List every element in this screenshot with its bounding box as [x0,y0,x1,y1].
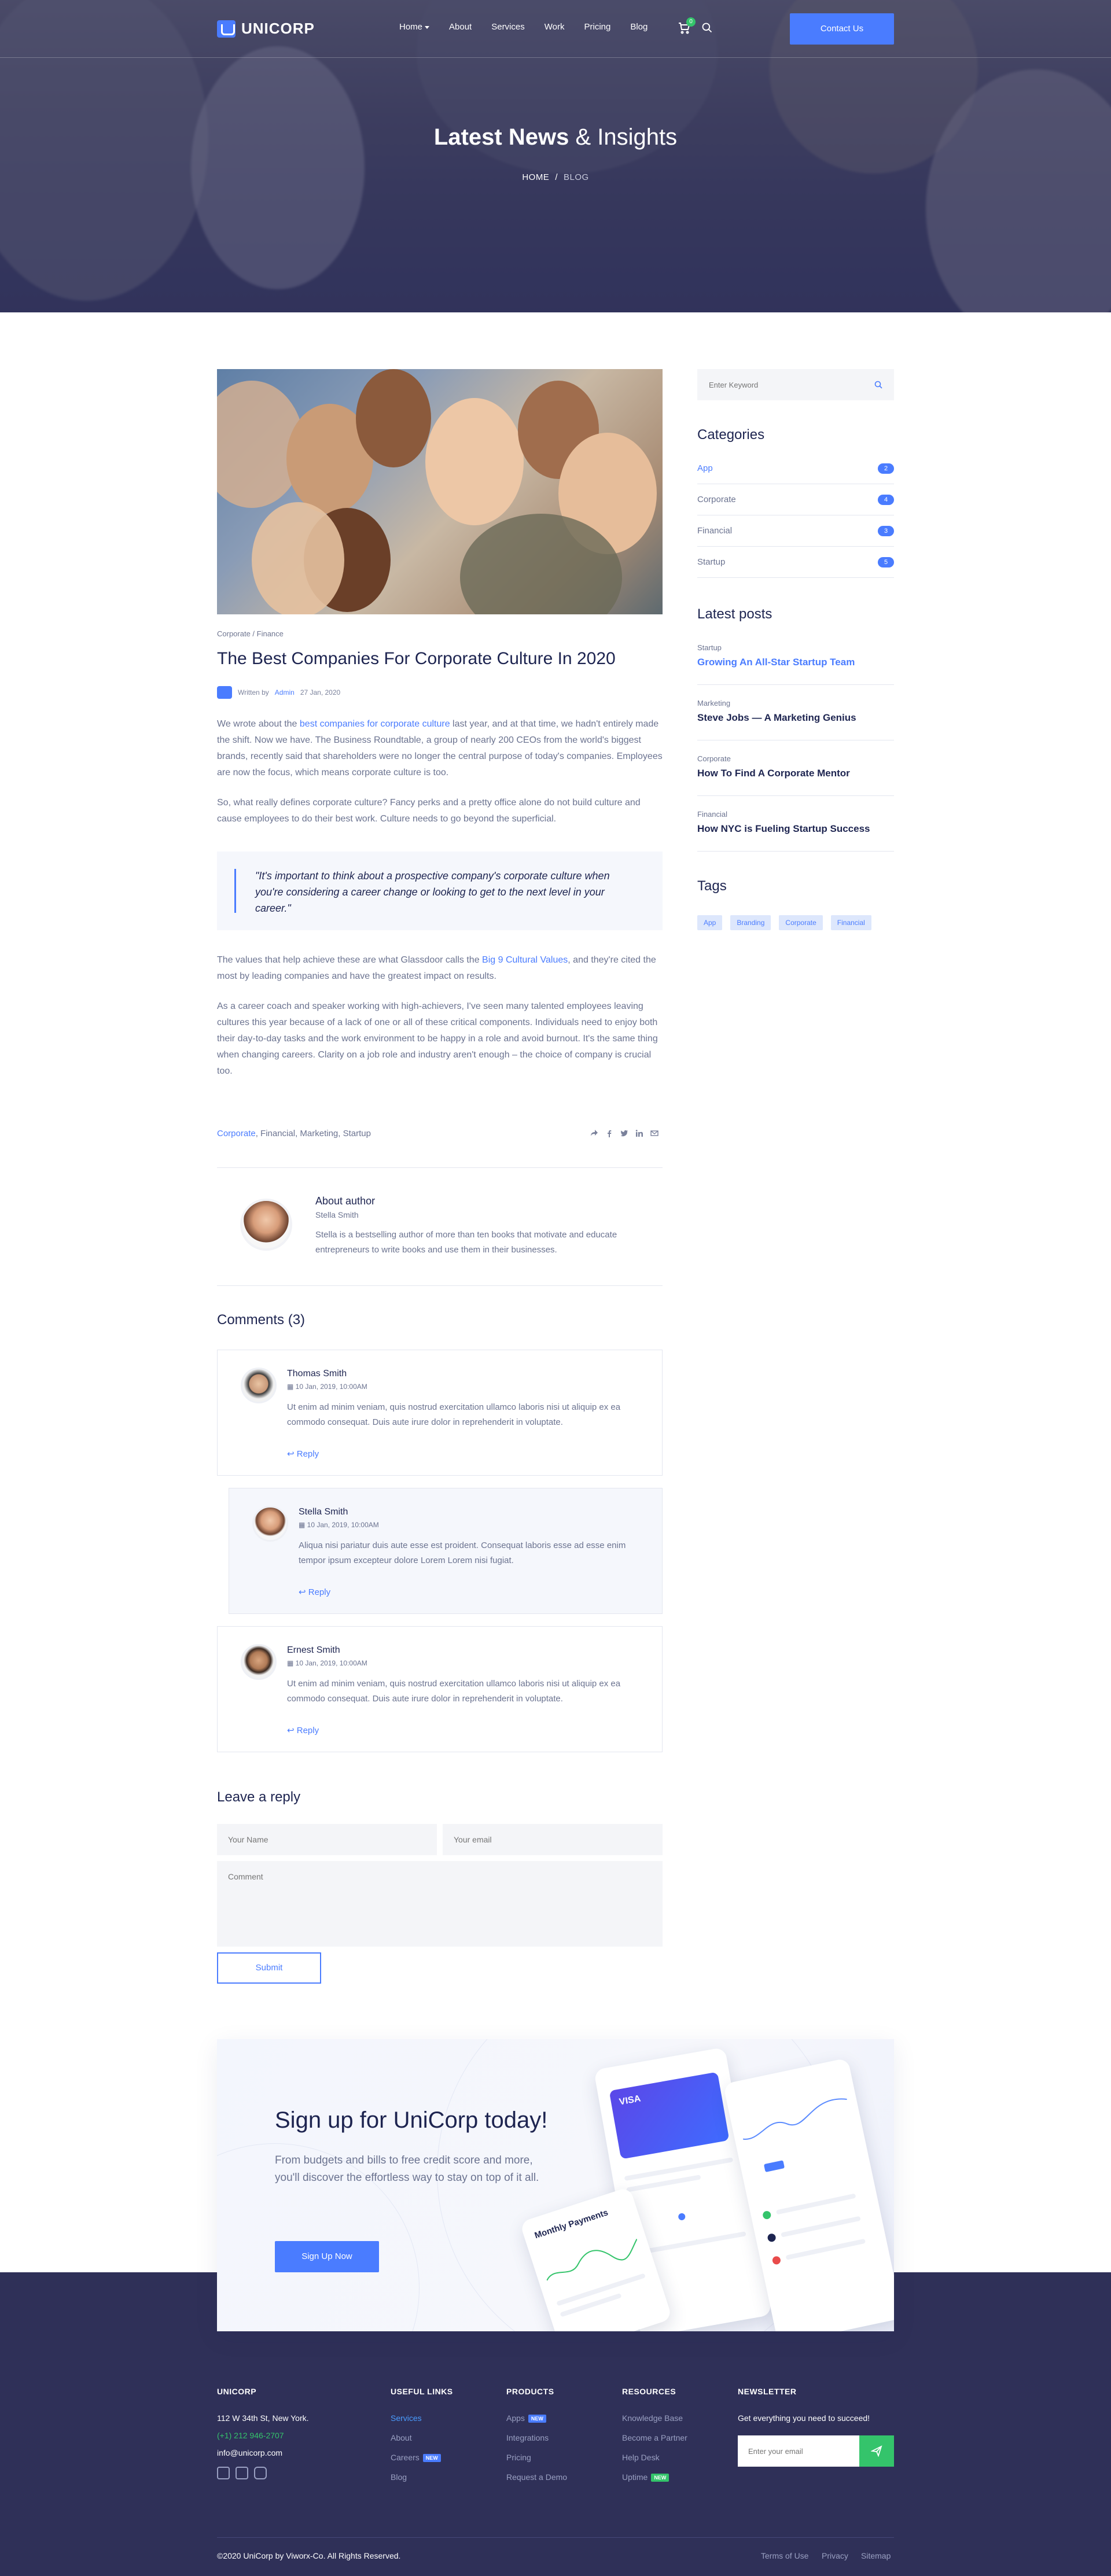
sidebar-search-input[interactable] [697,369,865,400]
nav-services[interactable]: Services [491,22,525,32]
latest-post-item[interactable]: Financial How NYC is Fueling Startup Success [697,810,894,852]
reply-button[interactable]: ↩ Reply [287,1726,319,1735]
tag-app[interactable]: App [697,915,722,930]
facebook-icon[interactable] [236,2467,248,2479]
comment-date: ▦ 10 Jan, 2019, 10:00AM [287,1383,367,1391]
inline-link[interactable]: best companies for corporate culture [299,719,450,729]
breadcrumb-home[interactable]: HOME [522,172,550,182]
nav-blog[interactable]: Blog [630,22,648,32]
author-bio: Stella is a bestselling author of more than ten books that motivate and educate entrepreneurs to write books and use them in their businesses. [315,1230,617,1255]
copyright: ©2020 UniCorp by Viworx-Co. All Rights Reserved. [217,2551,401,2560]
comment-date: ▦ 10 Jan, 2019, 10:00AM [287,1659,367,1667]
cta-title: Sign up for UniCorp today! [275,2107,548,2133]
submit-button[interactable]: Submit [217,1952,321,1984]
comment-card [217,1350,663,1476]
footer-link-knowledge-base[interactable]: Knowledge Base [622,2413,683,2423]
latest-post-item[interactable]: Startup Growing An All-Star Startup Team [697,643,894,685]
logo[interactable] [217,20,315,38]
linkedin-icon[interactable] [635,1129,643,1137]
comment-card-reply [229,1488,663,1614]
footer-privacy-link[interactable]: Privacy [822,2551,848,2560]
tag-corporate[interactable]: Corporate [779,915,822,930]
post-paragraph-4: As a career coach and speaker working with high-achievers, I've seen many talented employees leaving cultures this year because of a lack of one or all of these critical components. Individuals need to enjoy both their day-to-day tasks and the work environment to be happy in a role and avoid burnout. It's the same thing when changing careers. Clarity on a job role and industry aren't enough – the choice of company is crucial too. [217,1001,658,1076]
category-financial[interactable]: Financial 3 [697,515,894,547]
post-category[interactable]: Corporate / Finance [217,629,284,638]
main-nav [399,22,648,32]
tag-cloud [697,915,871,930]
social-links [217,2467,267,2479]
reply-form-title: Leave a reply [217,1789,301,1805]
reply-button[interactable]: ↩ Reply [287,1449,319,1459]
nav-work[interactable]: Work [544,22,565,32]
footer-link-integrations[interactable]: Integrations [506,2433,549,2442]
post-author-link[interactable]: Admin [274,688,295,696]
search-icon[interactable] [874,381,882,389]
signup-cta [217,2039,894,2331]
comment-text: Ut enim ad minim veniam, quis nostrud exercitation ullamco laboris nisi ut aliquip ex ea commodo consequat. Duis aute irure dolor in reprehenderit in voluptate. [287,1679,621,1704]
post-byline: Written by Admin 27 Jan, 2020 [217,686,340,699]
share-icon[interactable] [590,1129,598,1137]
newsletter-text: Get everything you need to succeed! [738,2413,870,2423]
new-badge: NEW [651,2474,669,2482]
category-count: 4 [878,495,894,505]
resources-title: RESOURCES [622,2387,676,2396]
comment-textarea[interactable] [217,1861,663,1947]
sidebar-search [697,369,894,400]
comment-text: Aliqua nisi pariatur duis aute esse est proident. Consequat laboris esse ad esse enim tempor ipsum excepteur dolore Lorem Lorem nisi fugiat. [299,1541,626,1565]
category-count: 3 [878,526,894,536]
comment-text: Ut enim ad minim veniam, quis nostrud exercitation ullamco laboris nisi ut aliquip ex ea commodo consequat. Duis aute irure dolor in reprehenderit in voluptate. [287,1402,621,1427]
footer-link-partner[interactable]: Become a Partner [622,2433,687,2442]
top-navigation [0,0,1111,58]
footer-link-apps[interactable]: Apps NEW [506,2413,546,2423]
email-icon[interactable] [650,1129,658,1137]
newsletter-submit-button[interactable] [859,2435,894,2467]
footer-link-services[interactable]: Services [391,2413,422,2423]
commenter-avatar [241,1644,277,1680]
footer-link-pricing[interactable]: Pricing [506,2453,531,2462]
footer-terms-link[interactable]: Terms of Use [761,2551,809,2560]
send-icon [871,2445,882,2457]
footer-phone[interactable]: (+1) 212 946-2707 [217,2431,284,2440]
comment-card [217,1626,663,1752]
commenter-name: Ernest Smith [287,1645,340,1655]
calendar-icon: ▦ [299,1521,307,1529]
email-input[interactable] [443,1824,663,1855]
comment-date: ▦ 10 Jan, 2019, 10:00AM [299,1521,379,1529]
tags-title: Tags [697,878,727,894]
nav-home[interactable]: Home [399,22,429,32]
breadcrumb: HOME / BLOG [522,172,589,182]
newsletter-email-input[interactable] [738,2435,859,2467]
reply-icon: ↩ [299,1587,308,1597]
footer-brand: UNICORP [217,2387,257,2396]
category-count: 2 [878,463,894,474]
reply-icon: ↩ [287,1449,297,1459]
credit-card-visual: VISA [609,2072,730,2159]
new-badge: NEW [528,2415,546,2423]
footer-email[interactable]: info@unicorp.com [217,2448,283,2457]
latest-post-item[interactable]: Corporate How To Find A Corporate Mentor [697,754,894,796]
mockup-title: Monthly Payments [533,2208,610,2241]
latest-posts-title: Latest posts [697,606,772,622]
search-icon[interactable] [701,22,713,34]
facebook-icon[interactable] [605,1129,613,1137]
nav-pricing[interactable]: Pricing [584,22,611,32]
post-date: 27 Jan, 2020 [300,688,341,696]
commenter-avatar [252,1506,288,1542]
footer-link-careers[interactable]: Careers NEW [391,2453,441,2462]
contact-us-button[interactable]: Contact Us [790,13,894,45]
post-paragraph-3: The values that help achieve these are what Glassdoor calls the Big 9 Cultural Values, and they're cited the most by leading companies and have the greatest impact on results. [217,955,656,981]
footer-link-demo[interactable]: Request a Demo [506,2472,568,2482]
page-title: Latest News & Insights [433,124,678,150]
hero-banner [0,0,1111,312]
reply-button[interactable]: ↩ Reply [299,1587,331,1597]
footer-link-blog[interactable]: Blog [391,2472,407,2482]
post-title: The Best Companies For Corporate Culture In 2020 [217,649,616,668]
author-avatar-icon [217,686,232,699]
author-box-title: About author [315,1195,376,1207]
products-title: PRODUCTS [506,2387,554,2396]
post-paragraph-2: So, what really defines corporate culture? Fancy perks and a pretty office alone do not build culture and cause employees to do their best work. Culture needs to go beyond the superficial. [217,798,641,824]
calendar-icon: ▦ [287,1659,296,1667]
name-input[interactable] [217,1824,437,1855]
category-count: 5 [878,557,894,567]
post-tag-link[interactable]: Corporate [217,1129,256,1138]
author-name: Stella Smith [315,1210,359,1219]
category-startup[interactable]: Startup 5 [697,547,894,578]
share-icons [590,1129,658,1137]
footer-link-uptime[interactable]: Uptime NEW [622,2472,669,2482]
twitter-icon[interactable] [217,2467,230,2479]
calendar-icon: ▦ [287,1383,296,1391]
tag-financial[interactable]: Financial [831,915,871,930]
inline-link[interactable]: Big 9 Cultural Values [482,955,568,965]
post-paragraph-1: We wrote about the best companies for corporate culture last year, and at that time, we hadn't entirely made the shift. Now we have. The Business Roundtable, a group of nearly 200 CEOs from the world's biggest brands, recently said that shareholders were no longer the central purpose of today's companies. Employees are now the focus, which means corporate culture is too. [217,719,663,777]
commenter-name: Thomas Smith [287,1369,347,1379]
commenter-avatar [241,1368,277,1403]
footer-link-help-desk[interactable]: Help Desk [622,2453,660,2462]
tag-branding[interactable]: Branding [730,915,771,930]
author-avatar [240,1199,292,1251]
logo-text: UNICORP [241,20,315,37]
breadcrumb-current: BLOG [563,172,589,182]
newsletter-title: NEWSLETTER [738,2387,797,2396]
category-corporate[interactable]: Corporate 4 [697,484,894,515]
new-badge: NEW [423,2454,441,2462]
blockquote: "It's important to think about a prospective company's corporate culture when you're considering a career change or looking to get to the next level in your career." [217,852,663,930]
footer-sitemap-link[interactable]: Sitemap [861,2551,891,2560]
post-tags: Corporate, Financial, Marketing, Startup [217,1129,371,1138]
footer-address: 112 W 34th St, New York. [217,2413,309,2423]
cart-badge: 0 [686,17,696,27]
logo-icon [217,20,236,38]
nav-about[interactable]: About [449,22,472,32]
category-app[interactable]: App 2 [697,453,894,484]
twitter-icon[interactable] [620,1129,628,1137]
useful-links-title: USEFUL LINKS [391,2387,453,2396]
footer-link-about[interactable]: About [391,2433,412,2442]
chevron-down-icon [425,26,429,29]
post-featured-image [217,369,663,614]
categories-title: Categories [697,427,765,443]
instagram-icon[interactable] [254,2467,267,2479]
commenter-name: Stella Smith [299,1507,348,1517]
reply-icon: ↩ [287,1726,297,1735]
comments-title: Comments (3) [217,1312,306,1328]
latest-post-item[interactable]: Marketing Steve Jobs — A Marketing Genius [697,699,894,740]
cta-text: From budgets and bills to free credit score and more, you'll discover the effortless way to stay on top of it all. [275,2154,539,2184]
sign-up-button[interactable]: Sign Up Now [275,2241,379,2272]
